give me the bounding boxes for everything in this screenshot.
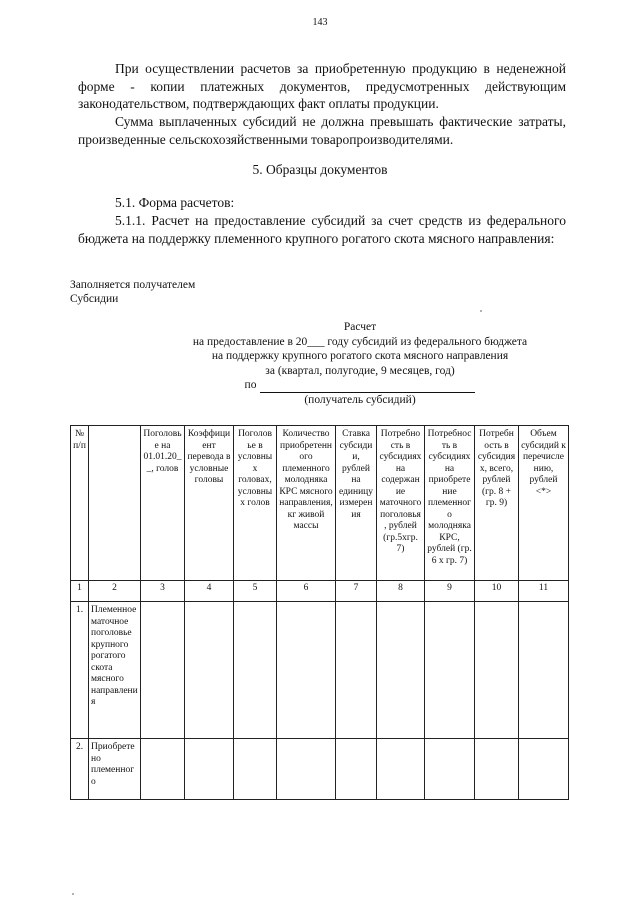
header-cell: Ставка субсидии, рублей на единицу измерения xyxy=(336,426,377,581)
table-cell xyxy=(185,739,234,800)
column-number: 5 xyxy=(234,581,277,602)
header-cell: Поголовье на 01.01.20__, голов xyxy=(141,426,185,581)
form-line-3: за (квартал, полугодие, 9 месяцев, год) xyxy=(265,364,455,377)
form-line-1: на предоставление в 20___ году субсидий из федерального бюджета xyxy=(192,335,528,348)
scan-speck xyxy=(480,310,482,312)
header-cell: Объем субсидий к перечислению, рублей <*> xyxy=(519,426,569,581)
column-number: 2 xyxy=(89,581,141,602)
table-cell xyxy=(336,739,377,800)
subsection-title: 5.1. Форма расчетов: xyxy=(115,195,235,210)
column-number: 3 xyxy=(141,581,185,602)
column-number: 11 xyxy=(519,581,569,602)
row-label: Племенное маточное поголовье крупного рогатого скота мясного направления xyxy=(89,602,141,739)
filler-note-line-1: Заполняется получателем xyxy=(70,279,196,291)
table-cell xyxy=(185,602,234,739)
table-row xyxy=(71,739,569,800)
table-cell xyxy=(141,739,185,800)
form-line-5: (получатель субсидий) xyxy=(304,393,416,406)
paragraph-payment-docs: При осуществлении расчетов за приобретенную продукцию в неденежной форме - копии платежных документов, предусмотренных действующим законодательством, подтверждающих факт оплаты продукции. xyxy=(78,61,566,111)
header-cell: Потребность в субсидиях на содержание маточного поголовья, рублей (гр.5хгр. 7) xyxy=(377,426,425,581)
row-number: 2. xyxy=(71,739,89,800)
form-line-2: на поддержку крупного рогатого скота мясного направления xyxy=(211,350,509,362)
header-cell: Коэффициент перевода в условные головы xyxy=(185,426,234,581)
page-number: 143 xyxy=(312,17,328,28)
table-cell xyxy=(141,602,185,739)
column-number: 10 xyxy=(475,581,519,602)
header-cell: № п/п xyxy=(71,426,89,581)
recipient-blank-line xyxy=(260,380,475,393)
table-cell xyxy=(377,602,425,739)
header-cell: Потребность в субсидиях, всего, рублей (гр. 8 + гр. 9) xyxy=(475,426,519,581)
table-cell xyxy=(425,739,475,800)
filler-note-line-2: Субсидии xyxy=(70,293,119,305)
header-cell xyxy=(89,426,141,581)
table-cell xyxy=(277,602,336,739)
column-number: 9 xyxy=(425,581,475,602)
row-number: 1. xyxy=(71,602,89,739)
paragraph-subsidy-limit: Сумма выплаченных субсидий не должна превышать фактические затраты, произведенные сельскохозяйственными товаропроизводителями. xyxy=(78,114,566,147)
table-cell xyxy=(475,739,519,800)
table-cell xyxy=(425,602,475,739)
header-cell: Потребность в субсидиях на приобретение племенного молодняка КРС, рублей (гр. 6 х гр. 7) xyxy=(425,426,475,581)
subsidy-calculation-table xyxy=(70,425,569,800)
subsubsection-title: 5.1.1. Расчет на предоставление субсидий за счет средств из федерального бюджета на поддержку племенного крупного рогатого скота мясного направления: xyxy=(78,213,566,246)
column-number: 4 xyxy=(185,581,234,602)
table-cell xyxy=(336,602,377,739)
section-title: 5. Образцы документов xyxy=(252,162,388,177)
form-line-4 xyxy=(70,378,640,393)
table-cell xyxy=(234,739,277,800)
table-row xyxy=(71,602,569,739)
row-label: Приобретено племенного xyxy=(89,739,141,800)
table-cell xyxy=(377,739,425,800)
header-cell: Поголовье в условных головах, условных голов xyxy=(234,426,277,581)
column-number: 6 xyxy=(277,581,336,602)
table-cell xyxy=(277,739,336,800)
form-heading xyxy=(70,320,640,407)
table-header-row xyxy=(71,426,569,581)
header-cell: Количество приобретенного племенного молодняка КРС мясного направления, кг живой массы xyxy=(277,426,336,581)
scan-speck xyxy=(72,893,74,895)
filler-note xyxy=(70,278,195,306)
column-number-row xyxy=(71,581,569,602)
column-number: 8 xyxy=(377,581,425,602)
column-number: 7 xyxy=(336,581,377,602)
table-cell xyxy=(519,739,569,800)
table-cell xyxy=(519,602,569,739)
column-number: 1 xyxy=(71,581,89,602)
table-cell xyxy=(475,602,519,739)
table-cell xyxy=(234,602,277,739)
form-title: Расчет xyxy=(343,321,377,333)
form-line-4-prefix: по xyxy=(244,379,257,391)
